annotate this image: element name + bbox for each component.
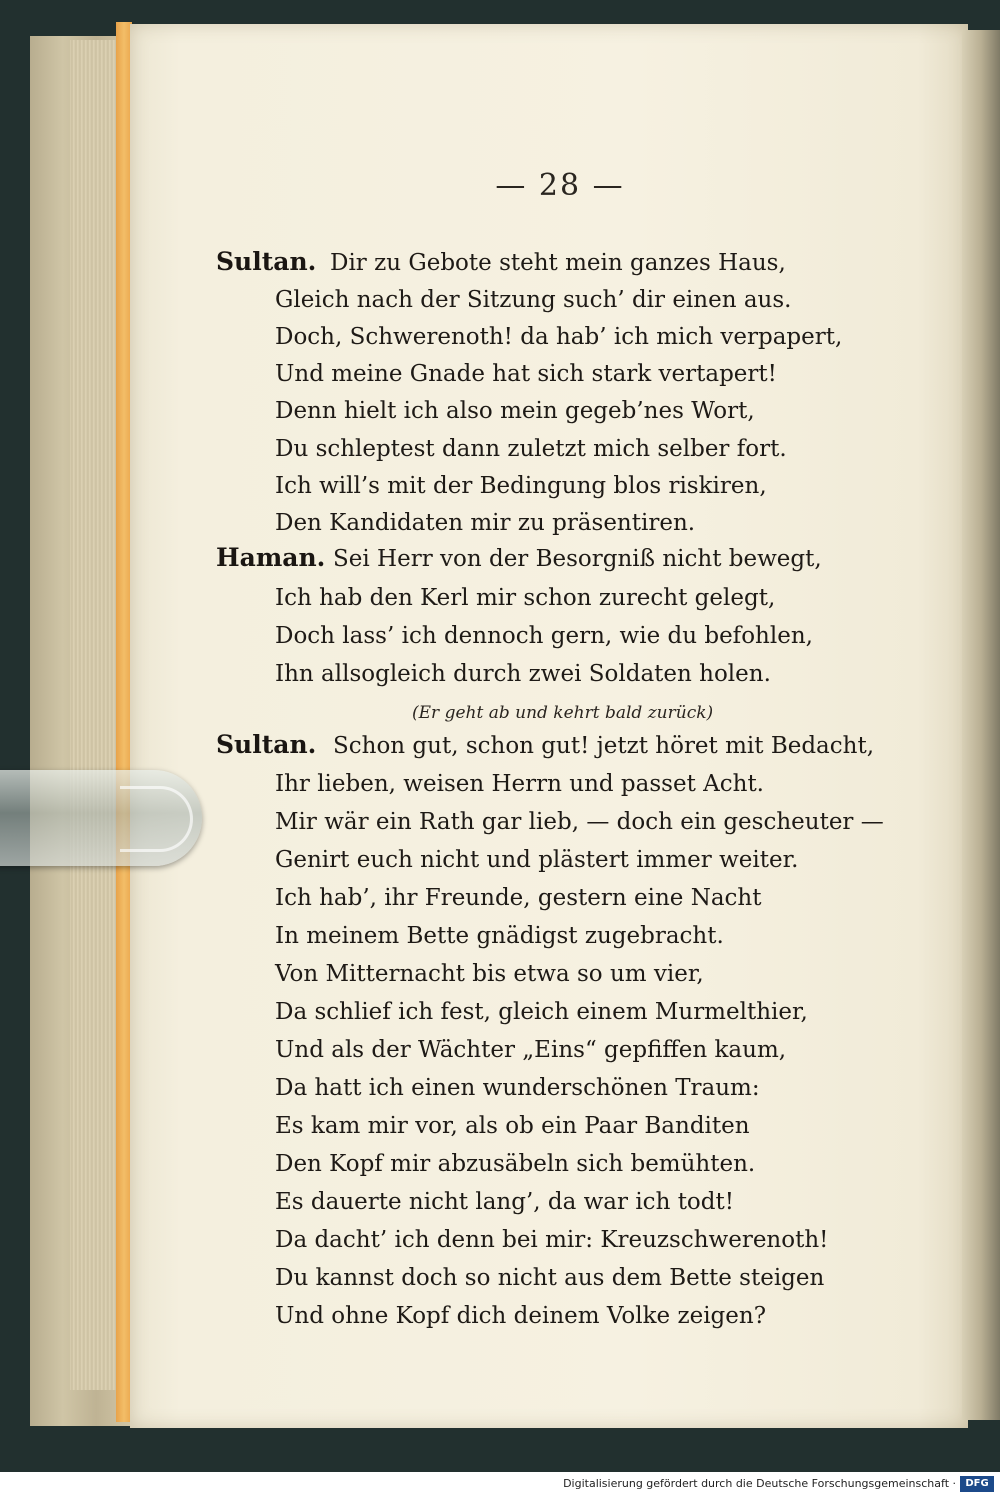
verse-line: Den Kandidaten mir zu präsentiren. [275, 510, 696, 536]
verse-line: Es dauerte nicht lang’, da war ich todt! [275, 1189, 734, 1215]
verse-line: Dir zu Gebote steht mein ganzes Haus, [330, 250, 786, 276]
verse-line: In meinem Bette gnädigst zugebracht. [275, 923, 724, 949]
verse-line: Ich hab’, ihr Freunde, gestern eine Nacht [275, 885, 762, 911]
book-right-edge [962, 30, 1000, 1420]
verse-line: Den Kopf mir abzusäbeln sich bemühten. [275, 1151, 756, 1177]
verse-line: Von Mitternacht bis etwa so um vier, [275, 961, 704, 987]
verse-line: Genirt euch nicht und plästert immer weiter. [275, 847, 799, 873]
verse-line: Gleich nach der Sitzung such’ dir einen aus. [275, 287, 792, 313]
verse-line: Ihn allsogleich durch zwei Soldaten holen. [275, 661, 771, 687]
verse-line: Du schleptest dann zuletzt mich selber fort. [275, 436, 787, 462]
verse-line: Sei Herr von der Besorgniß nicht bewegt, [333, 546, 822, 572]
verse-line: Doch, Schwerenoth! da hab’ ich mich verpapert, [275, 324, 843, 350]
speaker-name: Sultan. [216, 730, 317, 759]
book-page [130, 24, 968, 1428]
footer-strip [0, 1472, 1000, 1496]
verse-line: Doch lass’ ich dennoch gern, wie du befohlen, [275, 623, 813, 649]
verse-line: Und meine Gnade hat sich stark vertapert! [275, 361, 777, 387]
stage-direction: (Er geht ab und kehrt bald zurück) [412, 703, 714, 723]
verse-line: Du kannst doch so nicht aus dem Bette steigen [275, 1265, 825, 1291]
verse-line: Mir wär ein Rath gar lieb, — doch ein gescheuter — [275, 809, 884, 835]
speaker-name: Haman. [216, 543, 326, 572]
dfg-logo: DFG [960, 1476, 994, 1492]
page-number: — 28 — [495, 168, 625, 203]
verse-line: Ich will’s mit der Bedingung blos riskiren, [275, 473, 767, 499]
speaker-name: Sultan. [216, 247, 317, 276]
verse-line: Schon gut, schon gut! jetzt höret mit Bedacht, [333, 733, 875, 759]
verse-line: Denn hielt ich also mein gegeb’nes Wort, [275, 398, 755, 424]
verse-line: Da hatt ich einen wunderschönen Traum: [275, 1075, 760, 1101]
glass-highlight [120, 786, 193, 852]
verse-line: Ihr lieben, weisen Herrn und passet Acht. [275, 771, 764, 797]
verse-line: Und ohne Kopf dich deinem Volke zeigen? [275, 1303, 767, 1329]
book-page-stack [70, 40, 120, 1390]
verse-line: Ich hab den Kerl mir schon zurecht gelegt, [275, 585, 776, 611]
footer-credit: Digitalisierung gefördert durch die Deutsche Forschungsgemeinschaft · [563, 1477, 956, 1490]
verse-line: Und als der Wächter „Eins“ gepfiffen kaum, [275, 1037, 787, 1063]
verse-line: Es kam mir vor, als ob ein Paar Banditen [275, 1113, 750, 1139]
verse-line: Da dacht’ ich denn bei mir: Kreuzschwerenoth! [275, 1227, 829, 1253]
verse-line: Da schlief ich fest, gleich einem Murmelthier, [275, 999, 808, 1025]
